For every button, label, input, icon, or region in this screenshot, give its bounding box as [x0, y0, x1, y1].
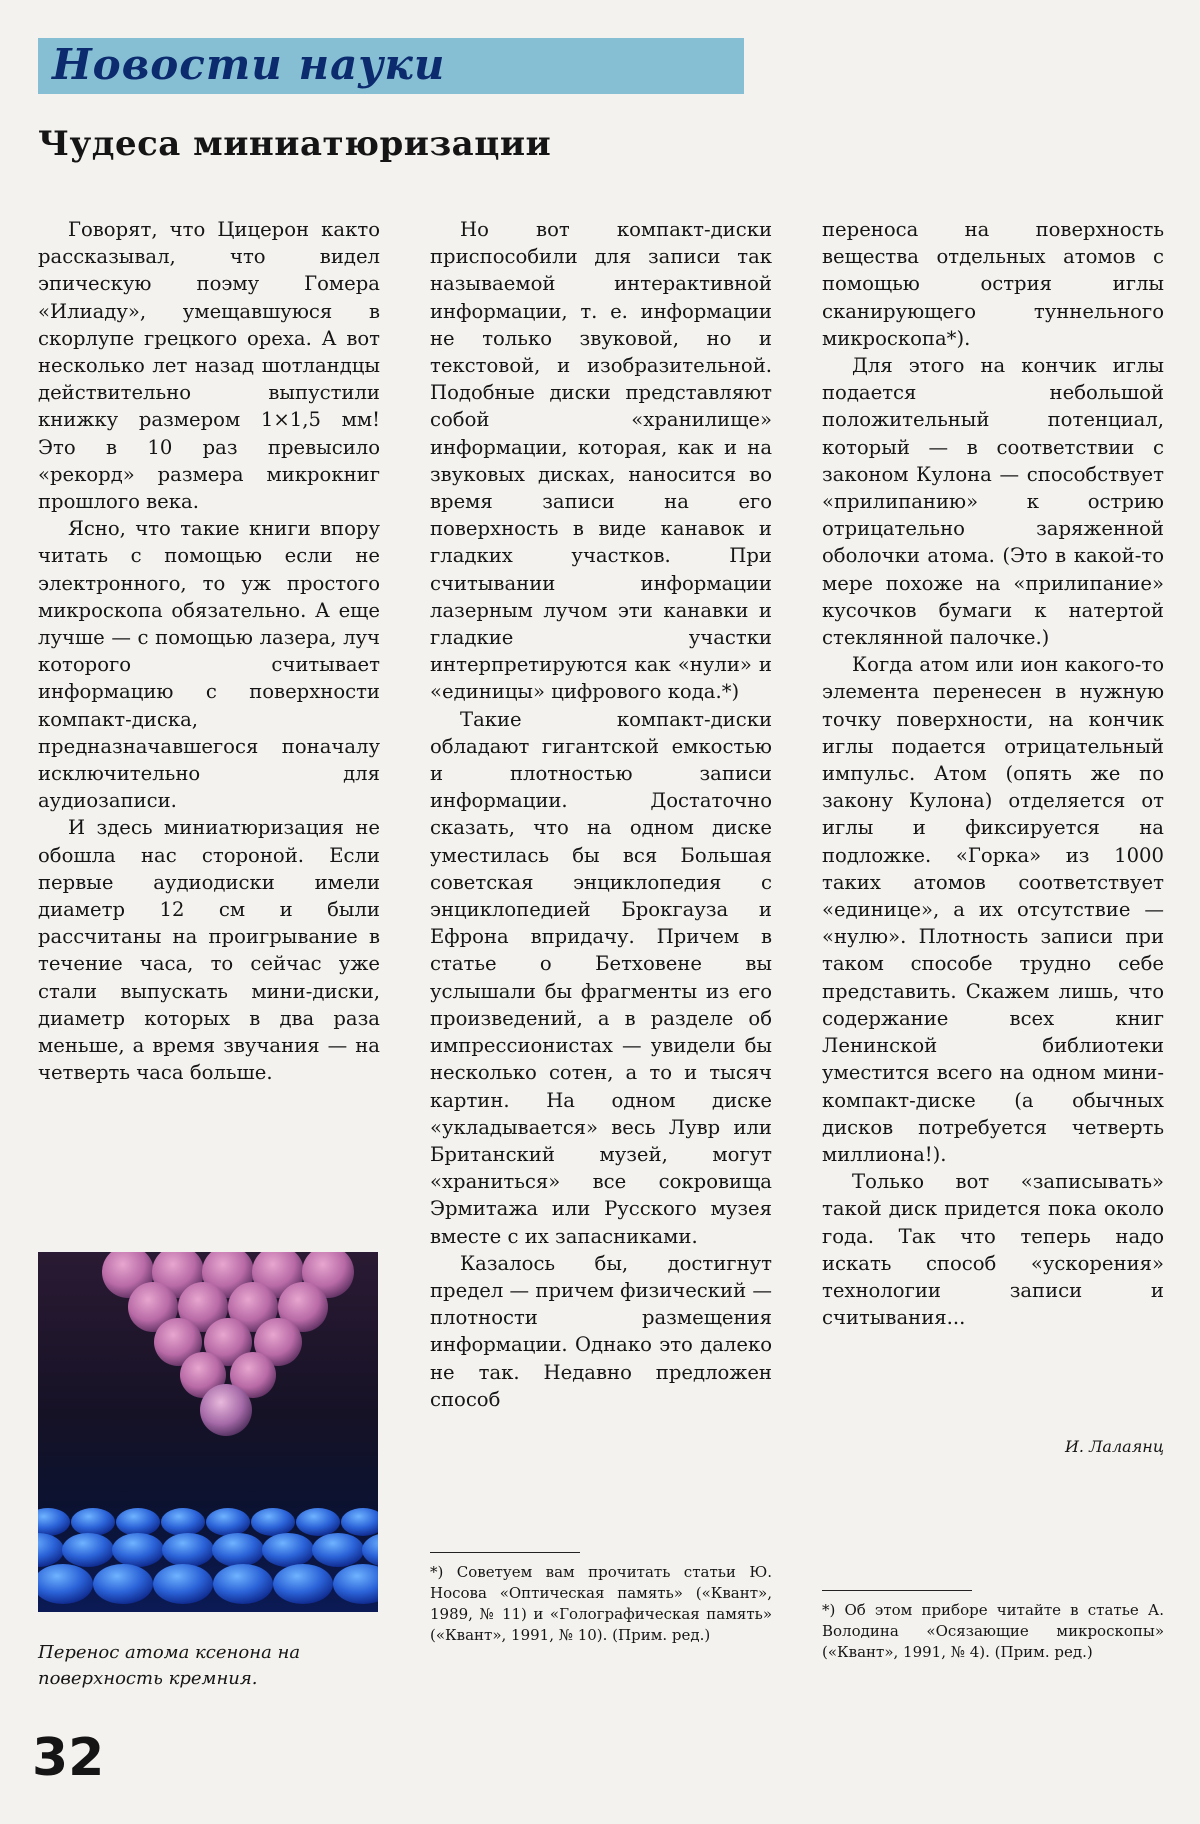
footnote-2: *) Об этом приборе читайте в статье А. Володина «Осязающие микроскопы» («Квант», 1991, № 4). (Прим. ред.) — [822, 1601, 1164, 1661]
author-signature: И. Лалаянц — [1064, 1437, 1164, 1456]
paragraph: Только вот «записывать» такой диск придется пока около года. Так что теперь надо искать способ «ускорения» технологии записи и считывания... — [822, 1170, 1164, 1330]
paragraph: Когда атом или ион какого-то элемента перенесен в нужную точку поверхности, на кончик иглы подается отрицательный импульс. Атом (опять же по закону Кулона) отделяется от иглы и фиксируется на подложке. «Горка» из 1000 таких атомов соответствует «единице», а их отсутствие — «нулю». Плотность записи при таком способе трудно себе представить. Скажем лишь, что содержание всех книг Ленинской библиотеки уместится всего на одном мини-компакт-диске (а обычных дисков потребуется четверть миллиона!). — [822, 653, 1164, 1166]
figure-caption: Перенос атома ксенона на поверхность кремния. — [38, 1642, 301, 1689]
paragraph: Такие компакт-диски обладают гигантской емкостью и плотностью записи информации. Достаточно сказать, что на одном диске уместилась бы вся Большая советская энциклопедия с энциклопедией Брокгауза и Ефрона впридачу. Причем в статье о Бетховене вы услышали бы фрагменты из его произведений, а в разделе об импрессионистах — увидели бы несколько сотен, а то и тысяч картин. На одном диске «укладывается» весь Лувр или Британский музей, могут «храниться» все сокровища Эрмитажа или Русского музея вместе с их запасниками. — [430, 707, 772, 1248]
paragraph: Говорят, что Цицерон както рассказывал, что видел эпическую поэму Гомера «Илиаду», умещавшуюся в скорлупе грецкого ореха. А вот несколько лет назад шотландцы действительно выпустили книжку размером 1×1,5 мм! Это в 10 раз превысило «рекорд» размера микрокниг прошлого века. — [38, 218, 380, 514]
silicon-surface — [38, 1508, 378, 1604]
article-title: Чудеса миниатюризации — [38, 124, 552, 164]
text-column-3 — [822, 216, 1164, 1331]
paragraph: Но вот компакт-диски приспособили для записи так называемой интерактивной информации, т. е. информации не только звуковой, но и текстовой, и изобразительной. Подобные диски представляют собой «хранилище» информации, которая, как и на звуковых дисках, наносится во время записи на его поверхность в виде канавок и гладких участков. При считывании информации лазерным лучом эти канавки и гладкие участки интерпретируются как «нули» и «единицы» цифрового кода.*) — [430, 218, 772, 704]
section-banner-text: Новости науки — [52, 40, 446, 89]
xenon-atom-illustration — [38, 1252, 378, 1612]
paragraph: Ясно, что такие книги впору читать с помощью если не электронного, то уж простого микроскопа обязательно. А еще лучше — с помощью лазера, луч которого считывает информацию с поверхности компакт-диска, предназначавшегося поначалу исключительно для аудиозаписи. — [38, 517, 380, 813]
paragraph: Казалось бы, достигнут предел — причем физический — плотности размещения информации. Однако это далеко не так. Недавно предложен способ — [430, 1251, 772, 1411]
text-column-2 — [430, 216, 772, 1413]
paragraph: переноса на поверхность вещества отдельных атомов с помощью острия иглы сканирующего туннельного микроскопа*). — [822, 218, 1164, 350]
section-banner — [38, 38, 744, 94]
paragraph: И здесь миниатюризация не обошла нас стороной. Если первые аудиодиски имели диаметр 12 см и были рассчитаны на проигрывание в течение часа, то сейчас уже стали выпускать мини-диски, диаметр которых в два раза меньше, а время звучания — на четверть часа больше. — [38, 816, 380, 1085]
page-number: 32 — [32, 1728, 105, 1788]
text-column-1 — [38, 216, 380, 1087]
xenon-atom — [200, 1384, 252, 1436]
footnote-divider — [822, 1590, 972, 1591]
footnote-divider — [430, 1552, 580, 1553]
paragraph: Для этого на кончик иглы подается небольшой положительный потенциал, который — в соответствии с законом Кулона — способствует «прилипанию» к острию отрицательно заряженной оболочки атома. (Это в какой-то мере похоже на «прилипание» кусочков бумаги к натертой стеклянной палочке.) — [822, 354, 1164, 650]
footnote-1: *) Советуем вам прочитать статьи Ю. Носова «Оптическая память» («Квант», 1989, № 11) и «Голографическая память» («Квант», 1991, № 10). (Прим. ред.) — [430, 1563, 772, 1644]
